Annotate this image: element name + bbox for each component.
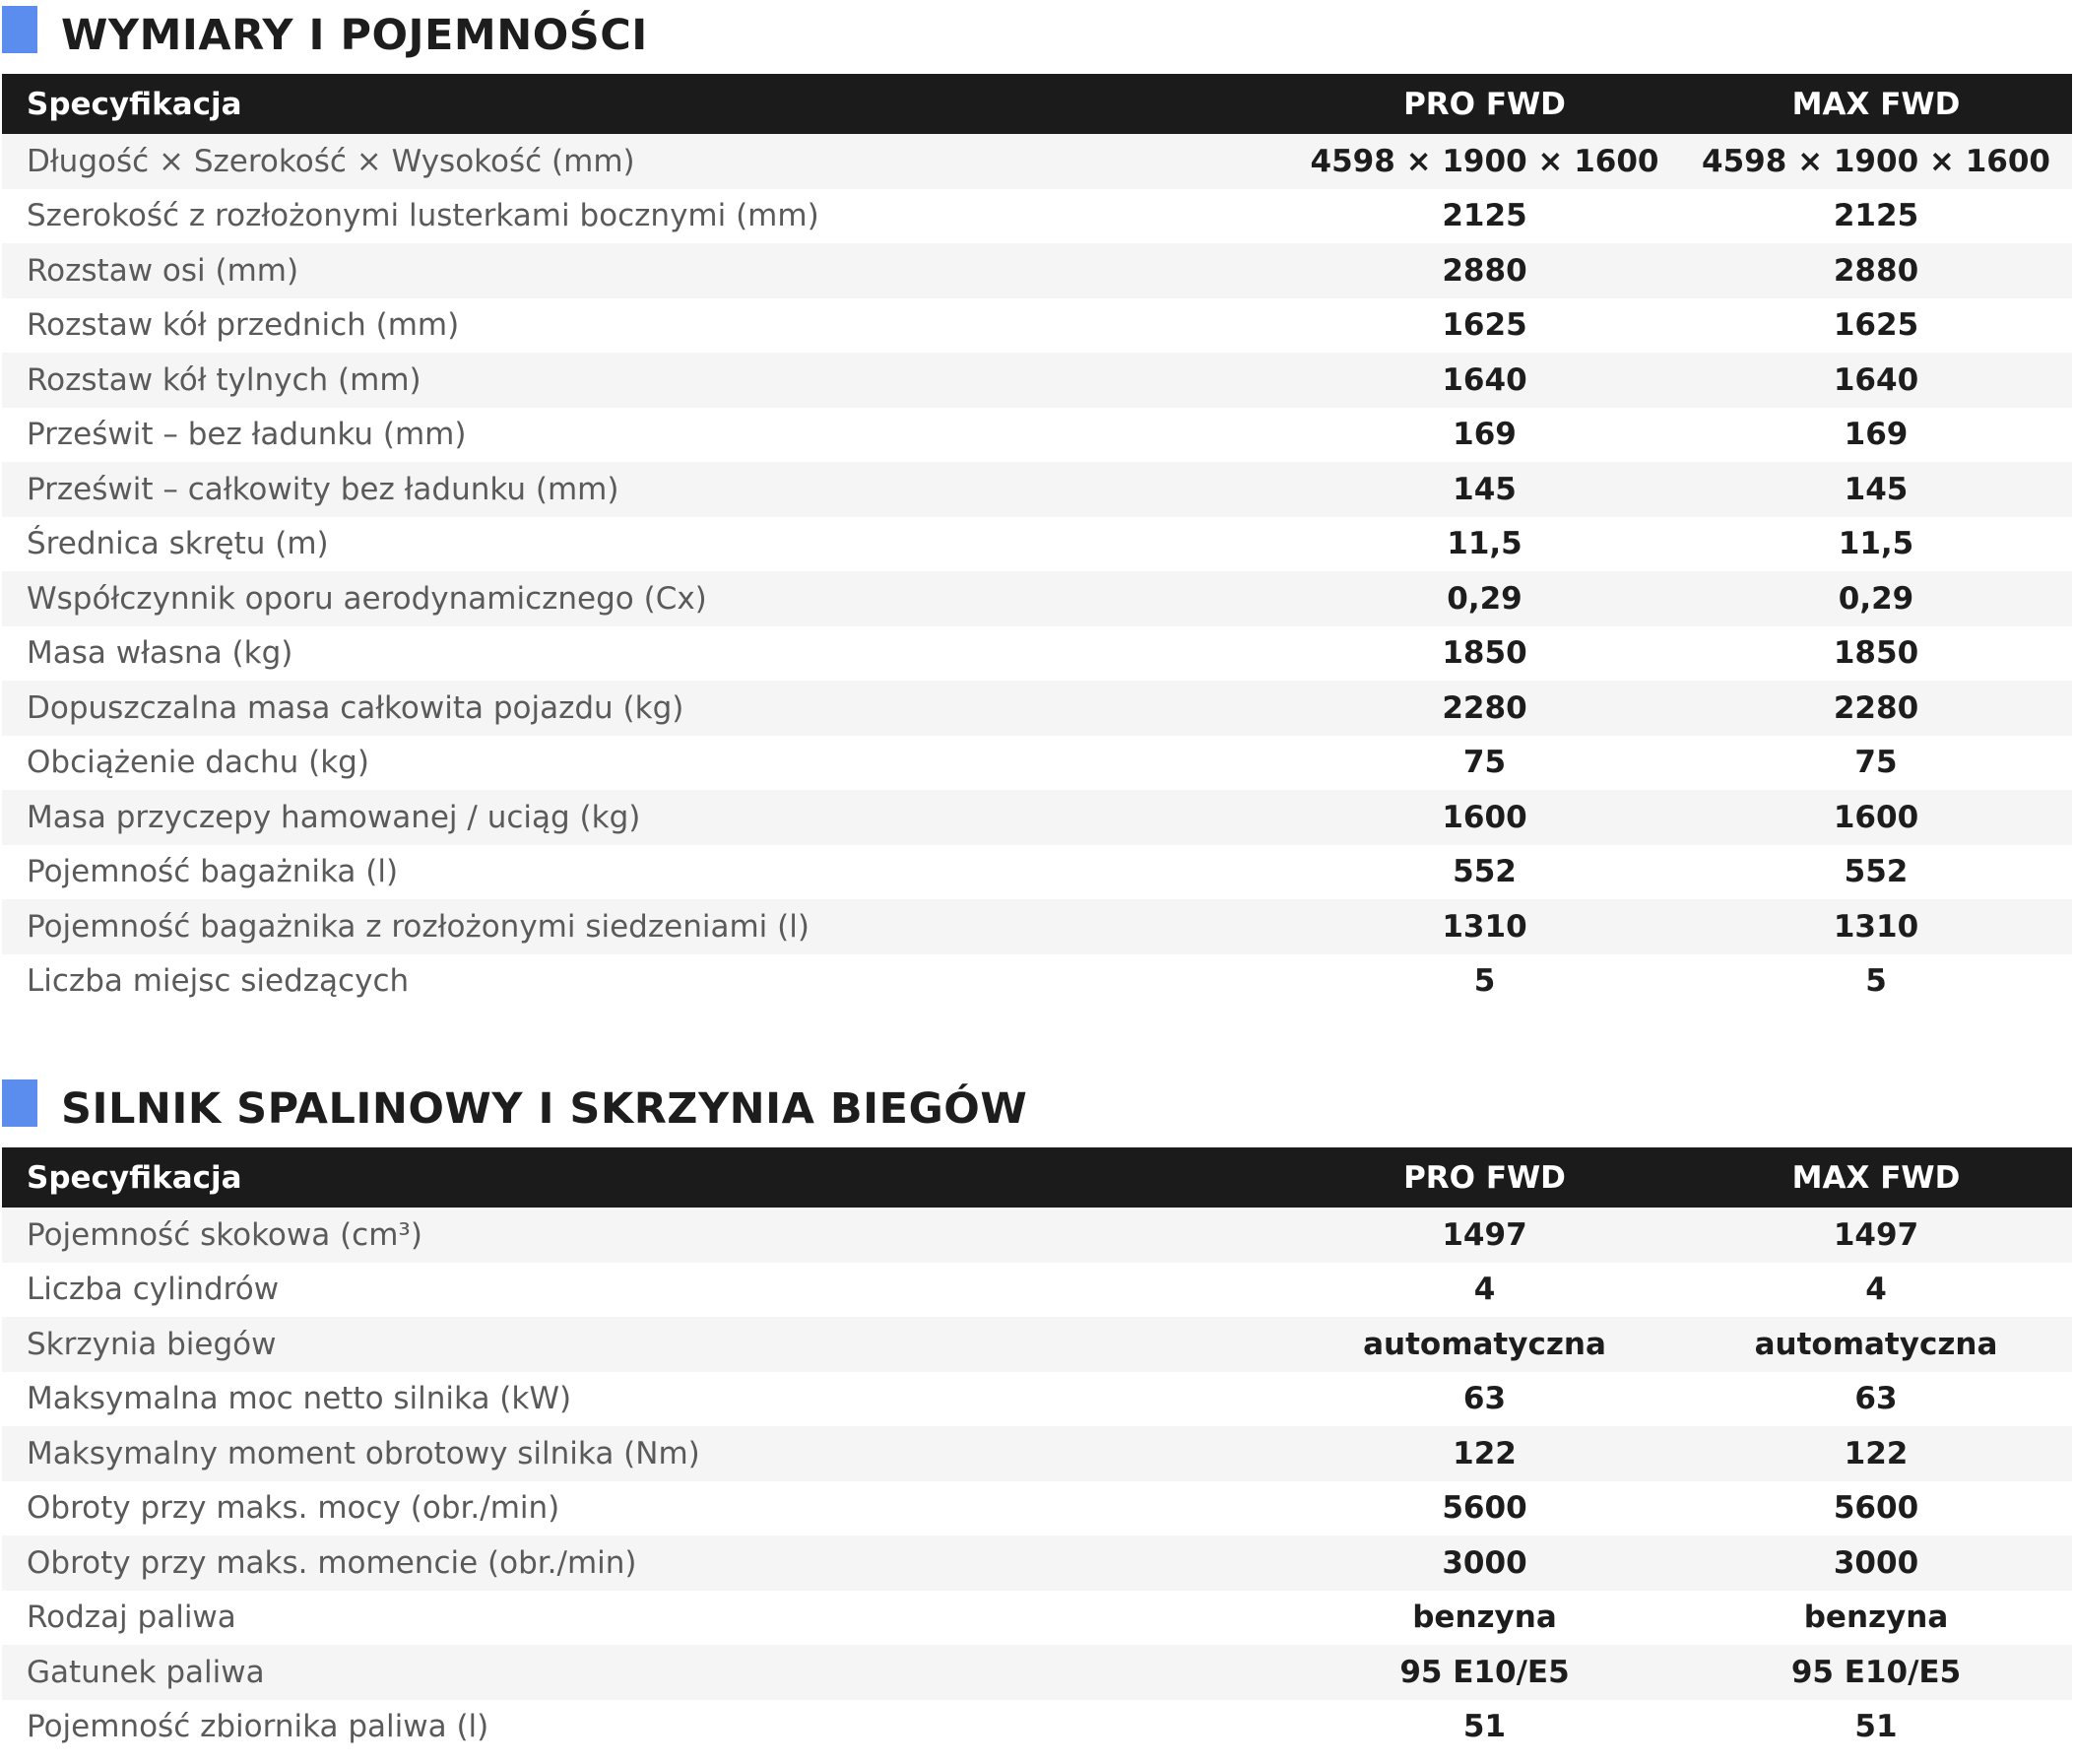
table-row <box>2 790 2072 845</box>
value-pro-fwd: 2280 <box>1289 681 1680 736</box>
table-row <box>2 954 2072 1010</box>
section-title: WYMIARY I POJEMNOŚCI <box>61 11 648 60</box>
row-label: Liczba miejsc siedzących <box>2 954 1289 1010</box>
table-row <box>2 1481 2072 1536</box>
value-pro-fwd: 1497 <box>1289 1208 1680 1263</box>
value-max-fwd: 2280 <box>1680 681 2072 736</box>
value-pro-fwd: 1850 <box>1289 626 1680 682</box>
row-label: Średnica skrętu (m) <box>2 517 1289 572</box>
table-row <box>2 1208 2072 1263</box>
value-max-fwd: 1850 <box>1680 626 2072 682</box>
row-label: Obroty przy maks. momencie (obr./min) <box>2 1535 1289 1591</box>
row-label: Prześwit – całkowity bez ładunku (mm) <box>2 462 1289 517</box>
value-pro-fwd: 1640 <box>1289 353 1680 408</box>
section-title: SILNIK SPALINOWY I SKRZYNIA BIEGÓW <box>61 1084 1028 1134</box>
row-label: Maksymalny moment obrotowy silnika (Nm) <box>2 1426 1289 1481</box>
value-max-fwd: 552 <box>1680 845 2072 900</box>
value-max-fwd: 122 <box>1680 1426 2072 1481</box>
spec-table <box>2 74 2072 1009</box>
value-pro-fwd: 2880 <box>1289 243 1680 298</box>
value-max-fwd: 75 <box>1680 736 2072 791</box>
value-max-fwd: 1600 <box>1680 790 2072 845</box>
value-max-fwd: 63 <box>1680 1372 2072 1427</box>
value-max-fwd: 1497 <box>1680 1208 2072 1263</box>
value-pro-fwd: 11,5 <box>1289 517 1680 572</box>
table-row <box>2 517 2072 572</box>
value-pro-fwd: 0,29 <box>1289 571 1680 626</box>
table-row <box>2 736 2072 791</box>
column-header-max-fwd: MAX FWD <box>1680 74 2072 134</box>
table-row <box>2 1426 2072 1481</box>
value-max-fwd: automatyczna <box>1680 1317 2072 1372</box>
value-max-fwd: 2880 <box>1680 243 2072 298</box>
value-pro-fwd: 552 <box>1289 845 1680 900</box>
row-label: Pojemność zbiornika paliwa (l) <box>2 1700 1289 1755</box>
table-row <box>2 134 2072 189</box>
row-label: Dopuszczalna masa całkowita pojazdu (kg) <box>2 681 1289 736</box>
row-label: Maksymalna moc netto silnika (kW) <box>2 1372 1289 1427</box>
column-header-spec: Specyfikacja <box>2 1147 1289 1208</box>
row-label: Skrzynia biegów <box>2 1317 1289 1372</box>
value-max-fwd: 1310 <box>1680 899 2072 954</box>
value-pro-fwd: 95 E10/E5 <box>1289 1645 1680 1700</box>
value-pro-fwd: 169 <box>1289 408 1680 463</box>
table-row <box>2 462 2072 517</box>
row-label: Długość × Szerokość × Wysokość (mm) <box>2 134 1289 189</box>
table-row <box>2 845 2072 900</box>
row-label: Rozstaw kół tylnych (mm) <box>2 353 1289 408</box>
value-pro-fwd: 1600 <box>1289 790 1680 845</box>
section-header <box>0 0 2074 74</box>
value-pro-fwd: 145 <box>1289 462 1680 517</box>
value-max-fwd: 1625 <box>1680 298 2072 354</box>
table-row <box>2 899 2072 954</box>
value-pro-fwd: benzyna <box>1289 1591 1680 1646</box>
table-row <box>2 1700 2072 1755</box>
row-label: Liczba cylindrów <box>2 1263 1289 1318</box>
value-max-fwd: 4 <box>1680 1263 2072 1318</box>
table-row <box>2 681 2072 736</box>
table-header-row <box>2 1147 2072 1208</box>
column-header-spec: Specyfikacja <box>2 74 1289 134</box>
table-row <box>2 298 2072 354</box>
value-pro-fwd: automatyczna <box>1289 1317 1680 1372</box>
table-row <box>2 1645 2072 1700</box>
row-label: Rodzaj paliwa <box>2 1591 1289 1646</box>
value-max-fwd: 51 <box>1680 1700 2072 1755</box>
value-max-fwd: 3000 <box>1680 1535 2072 1591</box>
value-max-fwd: 4598 × 1900 × 1600 <box>1680 134 2072 189</box>
table-row <box>2 353 2072 408</box>
row-label: Pojemność bagażnika z rozłożonymi siedzeniami (l) <box>2 899 1289 954</box>
table-row <box>2 408 2072 463</box>
value-pro-fwd: 122 <box>1289 1426 1680 1481</box>
row-label: Masa przyczepy hamowanej / uciąg (kg) <box>2 790 1289 845</box>
row-label: Prześwit – bez ładunku (mm) <box>2 408 1289 463</box>
value-max-fwd: 95 E10/E5 <box>1680 1645 2072 1700</box>
value-max-fwd: 5600 <box>1680 1481 2072 1536</box>
row-label: Gatunek paliwa <box>2 1645 1289 1700</box>
table-row <box>2 243 2072 298</box>
row-label: Masa własna (kg) <box>2 626 1289 682</box>
table-row <box>2 571 2072 626</box>
value-pro-fwd: 1310 <box>1289 899 1680 954</box>
value-max-fwd: 5 <box>1680 954 2072 1010</box>
value-max-fwd: benzyna <box>1680 1591 2072 1646</box>
value-max-fwd: 11,5 <box>1680 517 2072 572</box>
row-label: Rozstaw kół przednich (mm) <box>2 298 1289 354</box>
row-label: Obroty przy maks. mocy (obr./min) <box>2 1481 1289 1536</box>
spec-table <box>2 1147 2072 1754</box>
table-row <box>2 189 2072 244</box>
row-label: Szerokość z rozłożonymi lusterkami bocznymi (mm) <box>2 189 1289 244</box>
value-pro-fwd: 4598 × 1900 × 1600 <box>1289 134 1680 189</box>
value-pro-fwd: 4 <box>1289 1263 1680 1318</box>
value-pro-fwd: 51 <box>1289 1700 1680 1755</box>
value-max-fwd: 145 <box>1680 462 2072 517</box>
row-label: Pojemność bagażnika (l) <box>2 845 1289 900</box>
column-header-max-fwd: MAX FWD <box>1680 1147 2072 1208</box>
value-max-fwd: 1640 <box>1680 353 2072 408</box>
value-pro-fwd: 63 <box>1289 1372 1680 1427</box>
section-marker <box>2 6 37 53</box>
section-engine-transmission <box>0 1074 2074 1754</box>
table-row <box>2 626 2072 682</box>
value-pro-fwd: 5 <box>1289 954 1680 1010</box>
section-header <box>0 1074 2074 1147</box>
table-row <box>2 1591 2072 1646</box>
table-row <box>2 1317 2072 1372</box>
value-max-fwd: 0,29 <box>1680 571 2072 626</box>
row-label: Pojemność skokowa (cm³) <box>2 1208 1289 1263</box>
row-label: Współczynnik oporu aerodynamicznego (Cx) <box>2 571 1289 626</box>
value-pro-fwd: 2125 <box>1289 189 1680 244</box>
section-marker <box>2 1079 37 1127</box>
table-header-row <box>2 74 2072 134</box>
row-label: Obciążenie dachu (kg) <box>2 736 1289 791</box>
value-pro-fwd: 3000 <box>1289 1535 1680 1591</box>
table-row <box>2 1263 2072 1318</box>
value-pro-fwd: 5600 <box>1289 1481 1680 1536</box>
row-label: Rozstaw osi (mm) <box>2 243 1289 298</box>
table-row <box>2 1535 2072 1591</box>
value-pro-fwd: 1625 <box>1289 298 1680 354</box>
table-row <box>2 1372 2072 1427</box>
column-header-pro-fwd: PRO FWD <box>1289 74 1680 134</box>
value-max-fwd: 169 <box>1680 408 2072 463</box>
value-pro-fwd: 75 <box>1289 736 1680 791</box>
value-max-fwd: 2125 <box>1680 189 2072 244</box>
column-header-pro-fwd: PRO FWD <box>1289 1147 1680 1208</box>
